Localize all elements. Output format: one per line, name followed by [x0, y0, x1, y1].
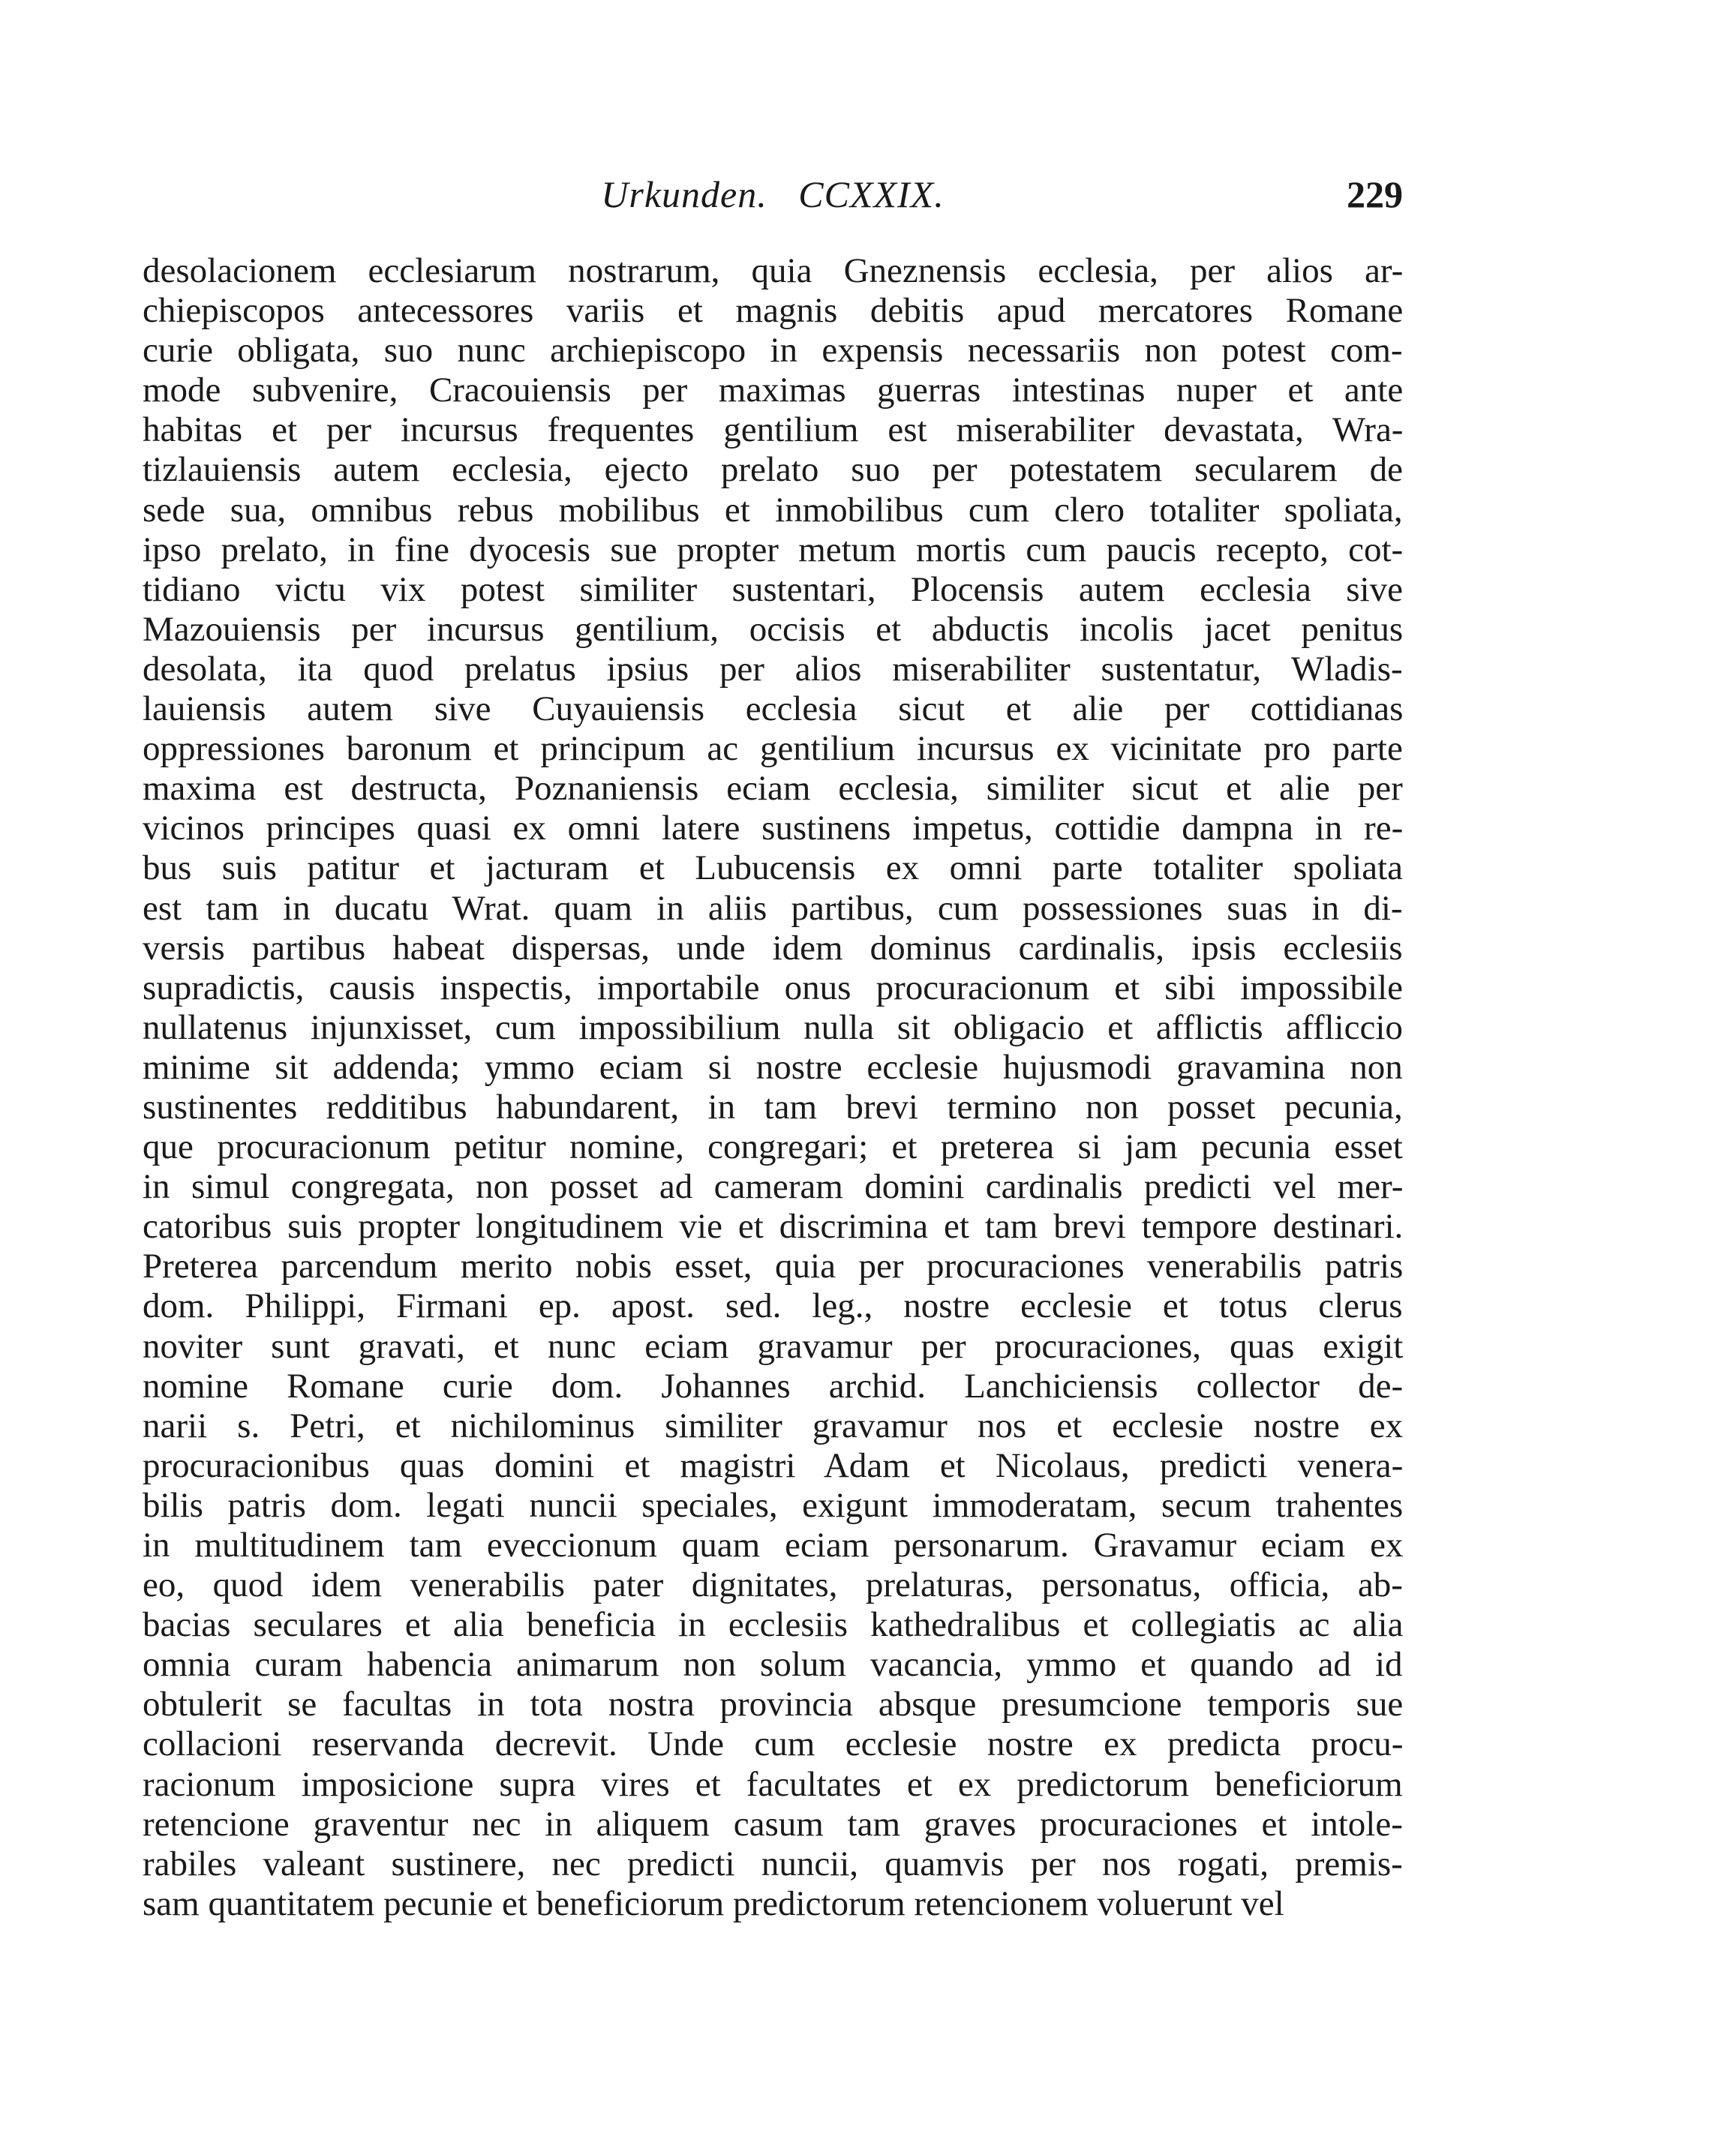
text-line: nomine Romane curie dom. Johannes archid. Lanchiciensis collector de-: [143, 1366, 1404, 1406]
text-line: tizlauiensis autem ecclesia, ejecto prelato suo per potestatem secularem de: [143, 450, 1403, 490]
running-head: [143, 173, 1403, 233]
text-line: in multitudinem tam eveccionum quam eciam personarum. Gravamur eciam ex: [143, 1526, 1404, 1565]
running-title-part2: CCXXIX.: [798, 173, 945, 215]
text-line: desolata, ita quod prelatus ipsius per alios miserabiliter sustentatur, Wladis-: [143, 649, 1403, 689]
text-line: retencione graventur nec in aliquem casum tam graves procuraciones et intole-: [143, 1804, 1403, 1844]
text-line: vicinos principes quasi ex omni latere sustinens impetus, cottidie dampna in re-: [143, 809, 1404, 848]
text-line: que procuracionum petitur nomine, congregari; et preterea si jam pecunia esset: [143, 1127, 1403, 1167]
text-line: nullatenus injunxisset, cum impossibilium nulla sit obligacio et afflictis affliccio: [143, 1007, 1403, 1047]
text-line: est tam in ducatu Wrat. quam in aliis partibus, cum possessiones suas in di-: [143, 888, 1403, 928]
document-body: [143, 251, 1403, 1924]
page-number: 229: [1347, 173, 1403, 215]
text-line: lauiensis autem sive Cuyauiensis ecclesia sicut et alie per cottidianas: [143, 689, 1404, 729]
text-line: maxima est destructa, Poznaniensis eciam ecclesia, similiter sicut et alie per: [143, 769, 1403, 809]
running-title-part1: Urkunden.: [601, 173, 767, 215]
text-line: noviter sunt gravati, et nunc eciam gravamur per procuraciones, quas exigit: [143, 1326, 1404, 1366]
text-line: chiepiscopos antecessores variis et magnis debitis apud mercatores Romane: [143, 291, 1404, 331]
text-line: procuracionibus quas domini et magistri Adam et Nicolaus, predicti venera-: [143, 1445, 1404, 1485]
text-line: rabiles valeant sustinere, nec predicti nuncii, quamvis per nos rogati, premis-: [143, 1844, 1403, 1883]
text-line: dom. Philippi, Firmani ep. apost. sed. leg., nostre ecclesie et totus clerus: [143, 1286, 1403, 1326]
text-line: supradictis, causis inspectis, importabile onus procuracionum et sibi impossibile: [143, 968, 1404, 1007]
text-line: sam quantitatem pecunie et beneficiorum predictorum retencionem voluerunt vel: [143, 1883, 1284, 1923]
text-line: in simul congregata, non posset ad cameram domini cardinalis predicti vel mer-: [143, 1167, 1404, 1207]
text-line: oppressiones baronum et principum ac gentilium incursus ex vicinitate pro parte: [143, 729, 1403, 769]
text-line: omnia curam habencia animarum non solum vacancia, ymmo et quando ad id: [143, 1645, 1403, 1685]
text-line: Mazouiensis per incursus gentilium, occisis et abductis incolis jacet penitus: [143, 609, 1404, 649]
running-title: [143, 173, 1403, 216]
text-line: habitas et per incursus frequentes gentilium est miserabiliter devastata, Wra-: [143, 410, 1404, 450]
text-line: tidiano victu vix potest similiter sustentari, Plocensis autem ecclesia sive: [143, 569, 1403, 609]
text-line: collacioni reservanda decrevit. Unde cum ecclesie nostre ex predicta procu-: [143, 1724, 1404, 1764]
text-line: mode subvenire, Cracouiensis per maximas guerras intestinas nuper et ante: [143, 371, 1404, 410]
text-line: ipso prelato, in fine dyocesis sue propter metum mortis cum paucis recepto, cot-: [143, 530, 1404, 569]
text-line: Preterea parcendum merito nobis esset, quia per procuraciones venerabilis patris: [143, 1247, 1404, 1286]
text-line: bilis patris dom. legati nuncii speciales, exigunt immoderatam, secum trahentes: [143, 1485, 1404, 1525]
text-line: bus suis patitur et jacturam et Lubucensis ex omni parte totaliter spoliata: [143, 848, 1403, 888]
text-line: minime sit addenda; ymmo eciam si nostre ecclesie hujusmodi gravamina non: [143, 1047, 1403, 1087]
text-line: sede sua, omnibus rebus mobilibus et inmobilibus cum clero totaliter spoliata,: [143, 490, 1403, 530]
text-line: versis partibus habeat dispersas, unde idem dominus cardinalis, ipsis ecclesiis: [143, 928, 1403, 968]
text-line: bacias seculares et alia beneficia in ecclesiis kathedralibus et collegiatis ac alia: [143, 1605, 1404, 1645]
text-line: eo, quod idem venerabilis pater dignitates, prelaturas, personatus, officia, ab-: [143, 1565, 1403, 1605]
text-line: obtulerit se facultas in tota nostra provincia absque presumcione temporis sue: [143, 1685, 1404, 1724]
text-line: narii s. Petri, et nichilominus similiter gravamur nos et ecclesie nostre ex: [143, 1406, 1404, 1445]
text-line: sustinentes redditibus habundarent, in tam brevi termino non posset pecunia,: [143, 1087, 1403, 1127]
text-line: racionum imposicione supra vires et facultates et ex predictorum beneficiorum: [143, 1764, 1403, 1804]
text-line: curie obligata, suo nunc archiepiscopo in expensis necessariis non potest com-: [143, 331, 1403, 371]
text-line: catoribus suis propter longitudinem vie et discrimina et tam brevi tempore destinari.: [143, 1207, 1404, 1247]
text-line: desolacionem ecclesiarum nostrarum, quia Gneznensis ecclesia, per alios ar-: [143, 251, 1404, 290]
